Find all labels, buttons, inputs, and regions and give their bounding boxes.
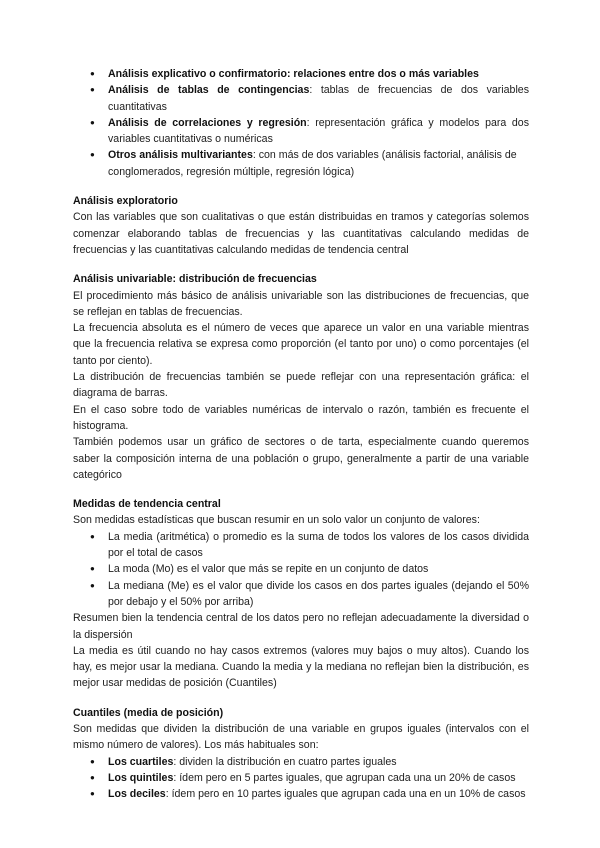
list-item: ● La mediana (Me) es el valor que divide los casos en dos partes iguales (dejando el 50% por debajo y el 50% por arriba) [73, 578, 529, 611]
list-item: ● Análisis de tablas de contingencias: tablas de frecuencias de dos variables cuantitativas [73, 82, 529, 115]
paragraph: El procedimiento más básico de análisis univariable son las distribuciones de frecuencias, que se reflejan en tablas de frecuencias. [73, 289, 529, 318]
paragraph: Son medidas estadísticas que buscan resumir en un solo valor un conjunto de valores: [73, 514, 480, 527]
paragraph: También podemos usar un gráfico de sectores o de tarta, especialmente cuando queremos saber la composición interna de una población o grupo, generalmente a partir de una variable categórico [73, 436, 529, 481]
list-item: ● Otros análisis multivariantes: con más de dos variables (análisis factorial, análisis de conglomerados, regresión múltiple, regresión lógica) [73, 147, 529, 180]
list-item: ● La media (aritmética) o promedio es la suma de todos los valores de los casos dividida por el total de casos [73, 529, 529, 562]
paragraph: La media es útil cuando no hay casos extremos (valores muy bajos o muy altos). Cuando los hay, es mejor usar la mediana. Cuando la media y la mediana no reflejan bien la distribución, es mejor usar medidas de posición (Cuantiles) [73, 644, 529, 690]
list-item: ● Los deciles: ídem pero en 10 partes iguales que agrupan cada una en un 10% de casos [73, 786, 529, 802]
analysis-types-list [73, 66, 529, 180]
section-cuantiles [73, 705, 529, 803]
document-page [73, 66, 529, 802]
list-item: ● Análisis de correlaciones y regresión: representación gráfica y modelos para dos variables cuantitativas o numéricas [73, 115, 529, 148]
measures-list [73, 529, 529, 610]
section-heading: Medidas de tendencia central [73, 498, 221, 511]
section-heading: Cuantiles (media de posición) [73, 706, 224, 719]
section-tendencia-central [73, 496, 529, 692]
list-item: ● La moda (Mo) es el valor que más se repite en un conjunto de datos [73, 561, 529, 577]
section-heading: Análisis exploratorio [73, 195, 178, 208]
section-exploratorio [73, 193, 529, 258]
paragraph: Con las variables que son cualitativas o que están distribuidas en tramos y categorías solemos comenzar elaborando tablas de frecuencias y las cuantitativas calculando medidas de frecuencias y las cuantitativas calculando medidas de tendencia central [73, 211, 529, 256]
list-item: ● Análisis explicativo o confirmatorio: relaciones entre dos o más variables [73, 66, 529, 82]
paragraph: La frecuencia absoluta es el número de veces que aparece un valor en una variable mientras que la frecuencia relativa se expresa como proporción (el tanto por uno) o como porcentajes (el tanto por ciento). [73, 322, 529, 367]
list-item: ● Los quintiles: ídem pero en 5 partes iguales, que agrupan cada una un 20% de casos [73, 770, 529, 786]
paragraph: En el caso sobre todo de variables numéricas de intervalo o razón, también es frecuente el histograma. [73, 403, 529, 432]
paragraph: Resumen bien la tendencia central de los datos pero no reflejan adecuadamente la diversidad o la dispersión [73, 612, 529, 641]
paragraph: La distribución de frecuencias también se puede reflejar con una representación gráfica: el diagrama de barras. [73, 371, 529, 400]
paragraph: Son medidas que dividen la distribución de una variable en grupos iguales (intervalos con el mismo número de valores). Los más habituales son: [73, 722, 529, 752]
quantiles-list [73, 754, 529, 803]
list-item: ● Los cuartiles: dividen la distribución en cuatro partes iguales [73, 754, 529, 770]
section-univariable [73, 271, 529, 483]
section-heading: Análisis univariable: distribución de frecuencias [73, 273, 317, 286]
